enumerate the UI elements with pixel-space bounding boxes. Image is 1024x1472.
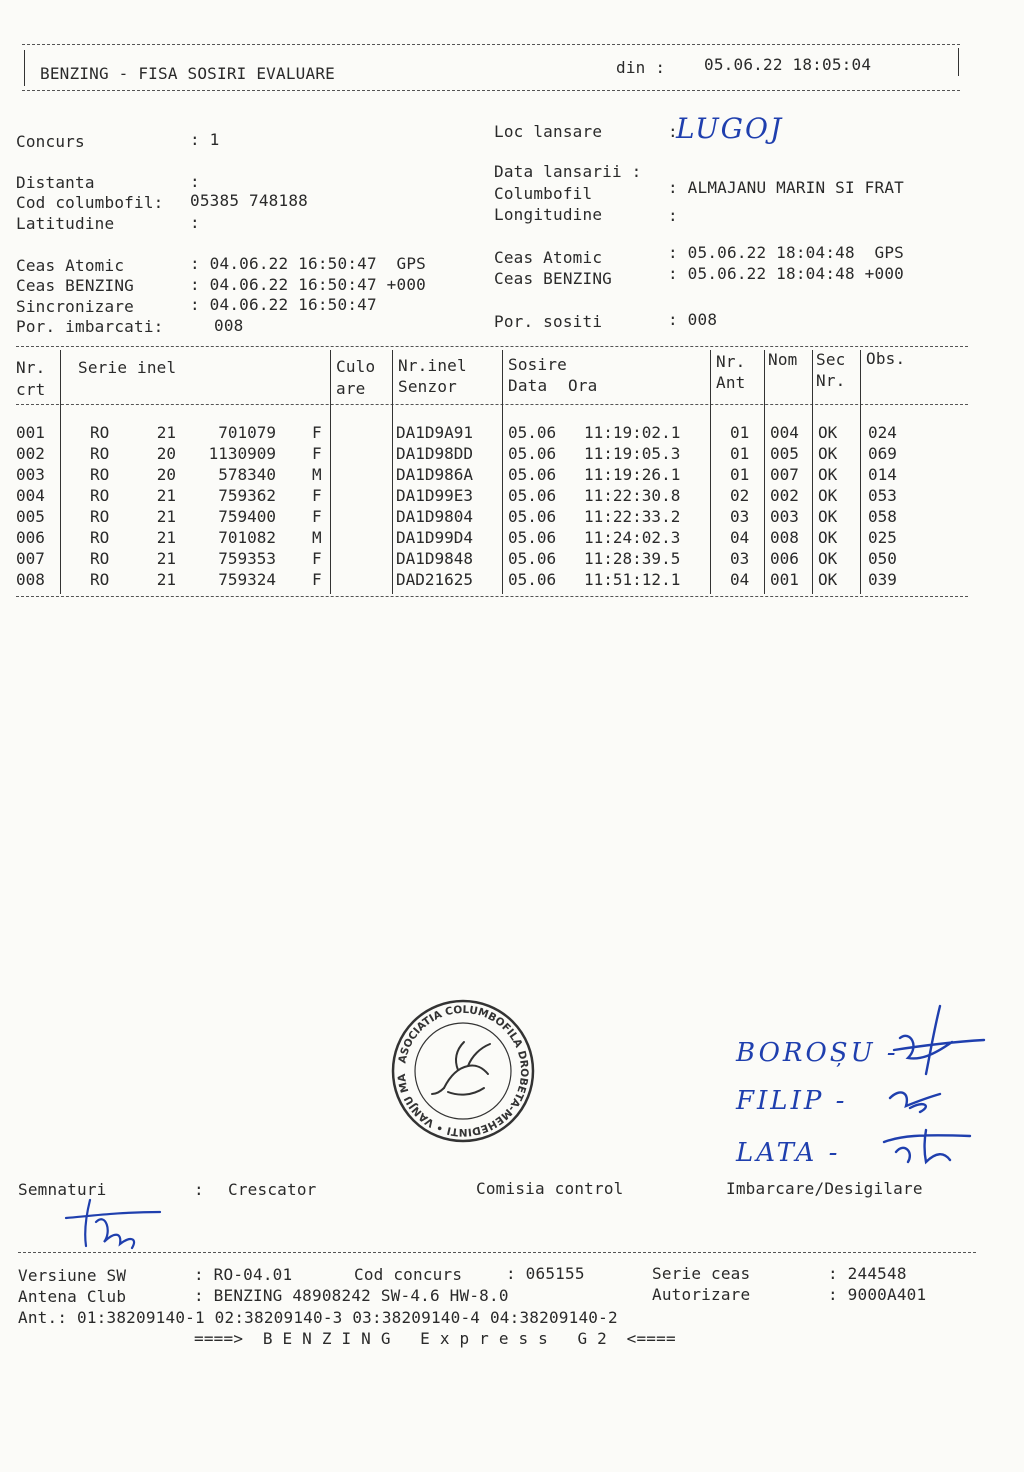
din-timestamp: 05.06.22 18:05:04	[704, 55, 872, 74]
row-ora: 11:19:26.1	[584, 465, 681, 484]
imbarcare-label: Imbarcare/Desigilare	[726, 1179, 923, 1198]
autorizare-label: Autorizare	[652, 1285, 751, 1304]
row-inel: 759362	[218, 486, 276, 505]
row-nom: 007	[770, 465, 799, 484]
row-nr: 006	[16, 528, 45, 547]
antena-club-label: Antena Club	[18, 1287, 127, 1306]
row-inel: 578340	[218, 465, 276, 484]
row-obs: 014	[868, 465, 897, 484]
table-row	[0, 422, 1024, 443]
latitudine-value: :	[190, 213, 200, 232]
handwritten-signatures	[880, 1002, 990, 1172]
concurs-value: : 1	[190, 130, 220, 149]
ceas-atomic-start-value: : 04.06.22 16:50:47 GPS	[190, 254, 426, 273]
loc-lansare-handwritten: LUGOJ	[676, 112, 784, 145]
row-tara: RO	[90, 507, 110, 526]
row-nom: 008	[770, 528, 799, 547]
row-sec: OK	[818, 444, 838, 463]
table-row	[0, 464, 1024, 485]
row-an: 21	[156, 486, 176, 505]
row-ant: 03	[730, 507, 750, 526]
por-imbarcati-value: 008	[214, 316, 244, 335]
row-sec: OK	[818, 423, 838, 442]
row-ant: 02	[730, 486, 750, 505]
columbofil-label: Columbofil	[494, 184, 593, 203]
ceas-atomic-start-label: Ceas Atomic	[16, 256, 125, 275]
col-sec-1: Sec	[816, 350, 846, 369]
cod-concurs-label: Cod concurs	[354, 1265, 463, 1284]
row-ora: 11:28:39.5	[584, 549, 681, 568]
latitudine-label: Latitudine	[16, 214, 115, 233]
row-tara: RO	[90, 486, 110, 505]
crescator-label: Crescator	[228, 1180, 317, 1199]
row-data: 05.06	[508, 528, 557, 547]
table-row	[0, 548, 1024, 569]
row-sex: F	[312, 486, 322, 505]
signature-borosu	[894, 1006, 984, 1074]
signature-lata	[884, 1130, 970, 1162]
row-an: 21	[156, 570, 176, 589]
row-senzor: DA1D98DD	[396, 444, 474, 463]
concurs-label: Concurs	[16, 132, 85, 151]
loc-lansare-label: Loc lansare	[494, 122, 603, 141]
club-stamp	[383, 987, 538, 1146]
ceas-benzing-start-label: Ceas BENZING	[16, 276, 134, 295]
row-sec: OK	[818, 528, 838, 547]
row-sex: F	[312, 444, 322, 463]
col-nr-inel-2: Senzor	[398, 377, 457, 396]
row-senzor: DA1D9848	[396, 549, 474, 568]
ceas-benzing-start-value: : 04.06.22 16:50:47 +000	[190, 275, 426, 294]
col-culoare-2: are	[336, 379, 366, 398]
row-nom: 004	[770, 423, 799, 442]
row-sec: OK	[818, 507, 838, 526]
ceas-atomic-end-value: : 05.06.22 18:04:48 GPS	[668, 243, 904, 262]
stamp-inner-ring	[415, 1023, 511, 1119]
col-sec-2: Nr.	[816, 371, 846, 390]
row-data: 05.06	[508, 507, 557, 526]
table-row	[0, 443, 1024, 464]
row-an: 20	[156, 465, 176, 484]
row-obs: 024	[868, 423, 897, 442]
antena-club-value: : BENZING 48908242 SW-4.6 HW-8.0	[194, 1286, 509, 1305]
row-ora: 11:22:30.8	[584, 486, 681, 505]
row-nr: 007	[16, 549, 45, 568]
row-nr: 002	[16, 444, 45, 463]
row-sex: M	[312, 528, 322, 547]
row-senzor: DA1D99E3	[396, 486, 474, 505]
serie-ceas-label: Serie ceas	[652, 1264, 751, 1283]
col-obs: Obs.	[866, 349, 906, 368]
row-obs: 069	[868, 444, 897, 463]
serie-ceas-value: : 244548	[828, 1264, 907, 1283]
row-inel: 701082	[218, 528, 276, 547]
col-culoare-1: Culo	[336, 357, 376, 376]
row-inel: 759353	[218, 549, 276, 568]
row-sex: F	[312, 507, 322, 526]
row-inel: 759324	[218, 570, 276, 589]
longitudine-value: :	[668, 206, 678, 225]
table-row	[0, 527, 1024, 548]
row-sec: OK	[818, 465, 838, 484]
row-obs: 039	[868, 570, 897, 589]
brand-line: ====> B E N Z I N G E x p r e s s G 2 <====	[194, 1329, 676, 1348]
row-data: 05.06	[508, 549, 557, 568]
row-data: 05.06	[508, 465, 557, 484]
row-inel: 701079	[218, 423, 276, 442]
row-tara: RO	[90, 465, 110, 484]
ceas-benzing-end-label: Ceas BENZING	[494, 269, 612, 288]
row-obs: 050	[868, 549, 897, 568]
col-nr-ant-1: Nr.	[716, 352, 746, 371]
row-sex: F	[312, 423, 322, 442]
row-tara: RO	[90, 444, 110, 463]
row-ora: 11:51:12.1	[584, 570, 681, 589]
row-senzor: DA1D99D4	[396, 528, 474, 547]
row-ant: 01	[730, 423, 750, 442]
por-imbarcati-label: Por. imbarcati:	[16, 317, 164, 336]
header-left-bar	[24, 50, 25, 86]
row-nr: 001	[16, 423, 45, 442]
row-senzor: DA1D9A91	[396, 423, 474, 442]
table-row	[0, 506, 1024, 527]
header-top-rule	[22, 44, 960, 45]
row-sec: OK	[818, 549, 838, 568]
row-nom: 003	[770, 507, 799, 526]
row-nr: 008	[16, 570, 45, 589]
row-ant: 01	[730, 444, 750, 463]
row-obs: 058	[868, 507, 897, 526]
por-sositi-label: Por. sositi	[494, 312, 603, 331]
handwritten-name-1: BOROȘU -	[736, 1038, 899, 1068]
row-sex: M	[312, 465, 322, 484]
crescator-signature	[60, 1192, 170, 1252]
footer-rule	[18, 1252, 976, 1253]
row-ant: 03	[730, 549, 750, 568]
row-data: 05.06	[508, 570, 557, 589]
row-data: 05.06	[508, 486, 557, 505]
row-ora: 11:19:05.3	[584, 444, 681, 463]
row-obs: 025	[868, 528, 897, 547]
row-an: 21	[156, 549, 176, 568]
dove-icon	[432, 1042, 490, 1095]
sincronizare-value: : 04.06.22 16:50:47	[190, 295, 377, 314]
row-sex: F	[312, 570, 322, 589]
col-nom: Nom	[768, 350, 798, 369]
col-serie-inel: Serie inel	[78, 358, 177, 377]
row-nr: 003	[16, 465, 45, 484]
col-data: Data	[508, 376, 548, 395]
row-ant: 04	[730, 528, 750, 547]
row-sec: OK	[818, 486, 838, 505]
stamp-outer-ring	[393, 1001, 533, 1141]
ceas-benzing-end-value: : 05.06.22 18:04:48 +000	[668, 264, 904, 283]
col-nr-crt-2: crt	[16, 380, 46, 399]
row-tara: RO	[90, 570, 110, 589]
row-an: 21	[156, 423, 176, 442]
col-nr-inel-1: Nr.inel	[398, 356, 467, 375]
ceas-atomic-end-label: Ceas Atomic	[494, 248, 603, 267]
header-right-bar	[958, 48, 959, 76]
cod-concurs-value: : 065155	[506, 1264, 585, 1283]
handwritten-name-2: FILIP -	[736, 1086, 848, 1116]
comisia-control-label: Comisia control	[476, 1179, 624, 1198]
row-data: 05.06	[508, 423, 557, 442]
din-label: din :	[616, 58, 666, 77]
table-row	[0, 569, 1024, 590]
row-nom: 006	[770, 549, 799, 568]
row-ant: 01	[730, 465, 750, 484]
cod-columbofil-value: 05385 748188	[190, 191, 308, 210]
row-senzor: DA1D986A	[396, 465, 474, 484]
versiune-sw-label: Versiune SW	[18, 1266, 127, 1285]
data-lansarii-label: Data lansarii :	[494, 162, 642, 181]
distanta-value: :	[190, 172, 200, 191]
row-data: 05.06	[508, 444, 557, 463]
row-ant: 04	[730, 570, 750, 589]
row-sex: F	[312, 549, 322, 568]
cod-columbofil-label: Cod columbofil:	[16, 193, 164, 212]
row-sec: OK	[818, 570, 838, 589]
por-sositi-value: : 008	[668, 310, 718, 329]
row-ora: 11:19:02.1	[584, 423, 681, 442]
row-tara: RO	[90, 528, 110, 547]
row-inel: 759400	[218, 507, 276, 526]
table-bottom-rule	[16, 596, 968, 597]
row-an: 21	[156, 507, 176, 526]
columbofil-value: : ALMAJANU MARIN SI FRAT	[668, 178, 904, 197]
row-ora: 11:24:02.3	[584, 528, 681, 547]
row-senzor: DAD21625	[396, 570, 474, 589]
semnaturi-colon: :	[194, 1180, 204, 1199]
col-sosire: Sosire	[508, 355, 567, 374]
row-nom: 002	[770, 486, 799, 505]
document-title: BENZING - FISA SOSIRI EVALUARE	[40, 64, 335, 83]
row-nom: 001	[770, 570, 799, 589]
stamp-text: ASOCIATIA COLUMBOFILA DROBETA-MEHEDINTI • VANJU MARE •	[383, 987, 531, 1139]
handwritten-name-3: LATA -	[736, 1138, 841, 1168]
row-ora: 11:22:33.2	[584, 507, 681, 526]
table-top-rule	[16, 346, 968, 347]
longitudine-label: Longitudine	[494, 205, 603, 224]
row-tara: RO	[90, 423, 110, 442]
row-nr: 004	[16, 486, 45, 505]
row-an: 20	[156, 444, 176, 463]
sincronizare-label: Sincronizare	[16, 297, 134, 316]
semnaturi-label: Semnaturi	[18, 1180, 107, 1199]
table-row	[0, 485, 1024, 506]
row-tara: RO	[90, 549, 110, 568]
row-an: 21	[156, 528, 176, 547]
autorizare-value: : 9000A401	[828, 1285, 927, 1304]
row-nom: 005	[770, 444, 799, 463]
col-ora: Ora	[568, 376, 598, 395]
antenna-serials: Ant.: 01:38209140-1 02:38209140-3 03:38209140-4 04:38209140-2	[18, 1308, 618, 1327]
col-nr-crt-1: Nr.	[16, 358, 46, 377]
distanta-label: Distanta	[16, 173, 95, 192]
table-header-rule	[16, 404, 968, 405]
row-obs: 053	[868, 486, 897, 505]
row-inel: 1130909	[208, 444, 276, 463]
col-nr-ant-2: Ant	[716, 373, 746, 392]
signature-filip	[890, 1092, 940, 1112]
row-nr: 005	[16, 507, 45, 526]
row-senzor: DA1D9804	[396, 507, 474, 526]
header-bottom-rule	[22, 90, 960, 91]
loc-lansare-colon: :	[668, 122, 678, 141]
versiune-sw-value: : RO-04.01	[194, 1265, 293, 1284]
